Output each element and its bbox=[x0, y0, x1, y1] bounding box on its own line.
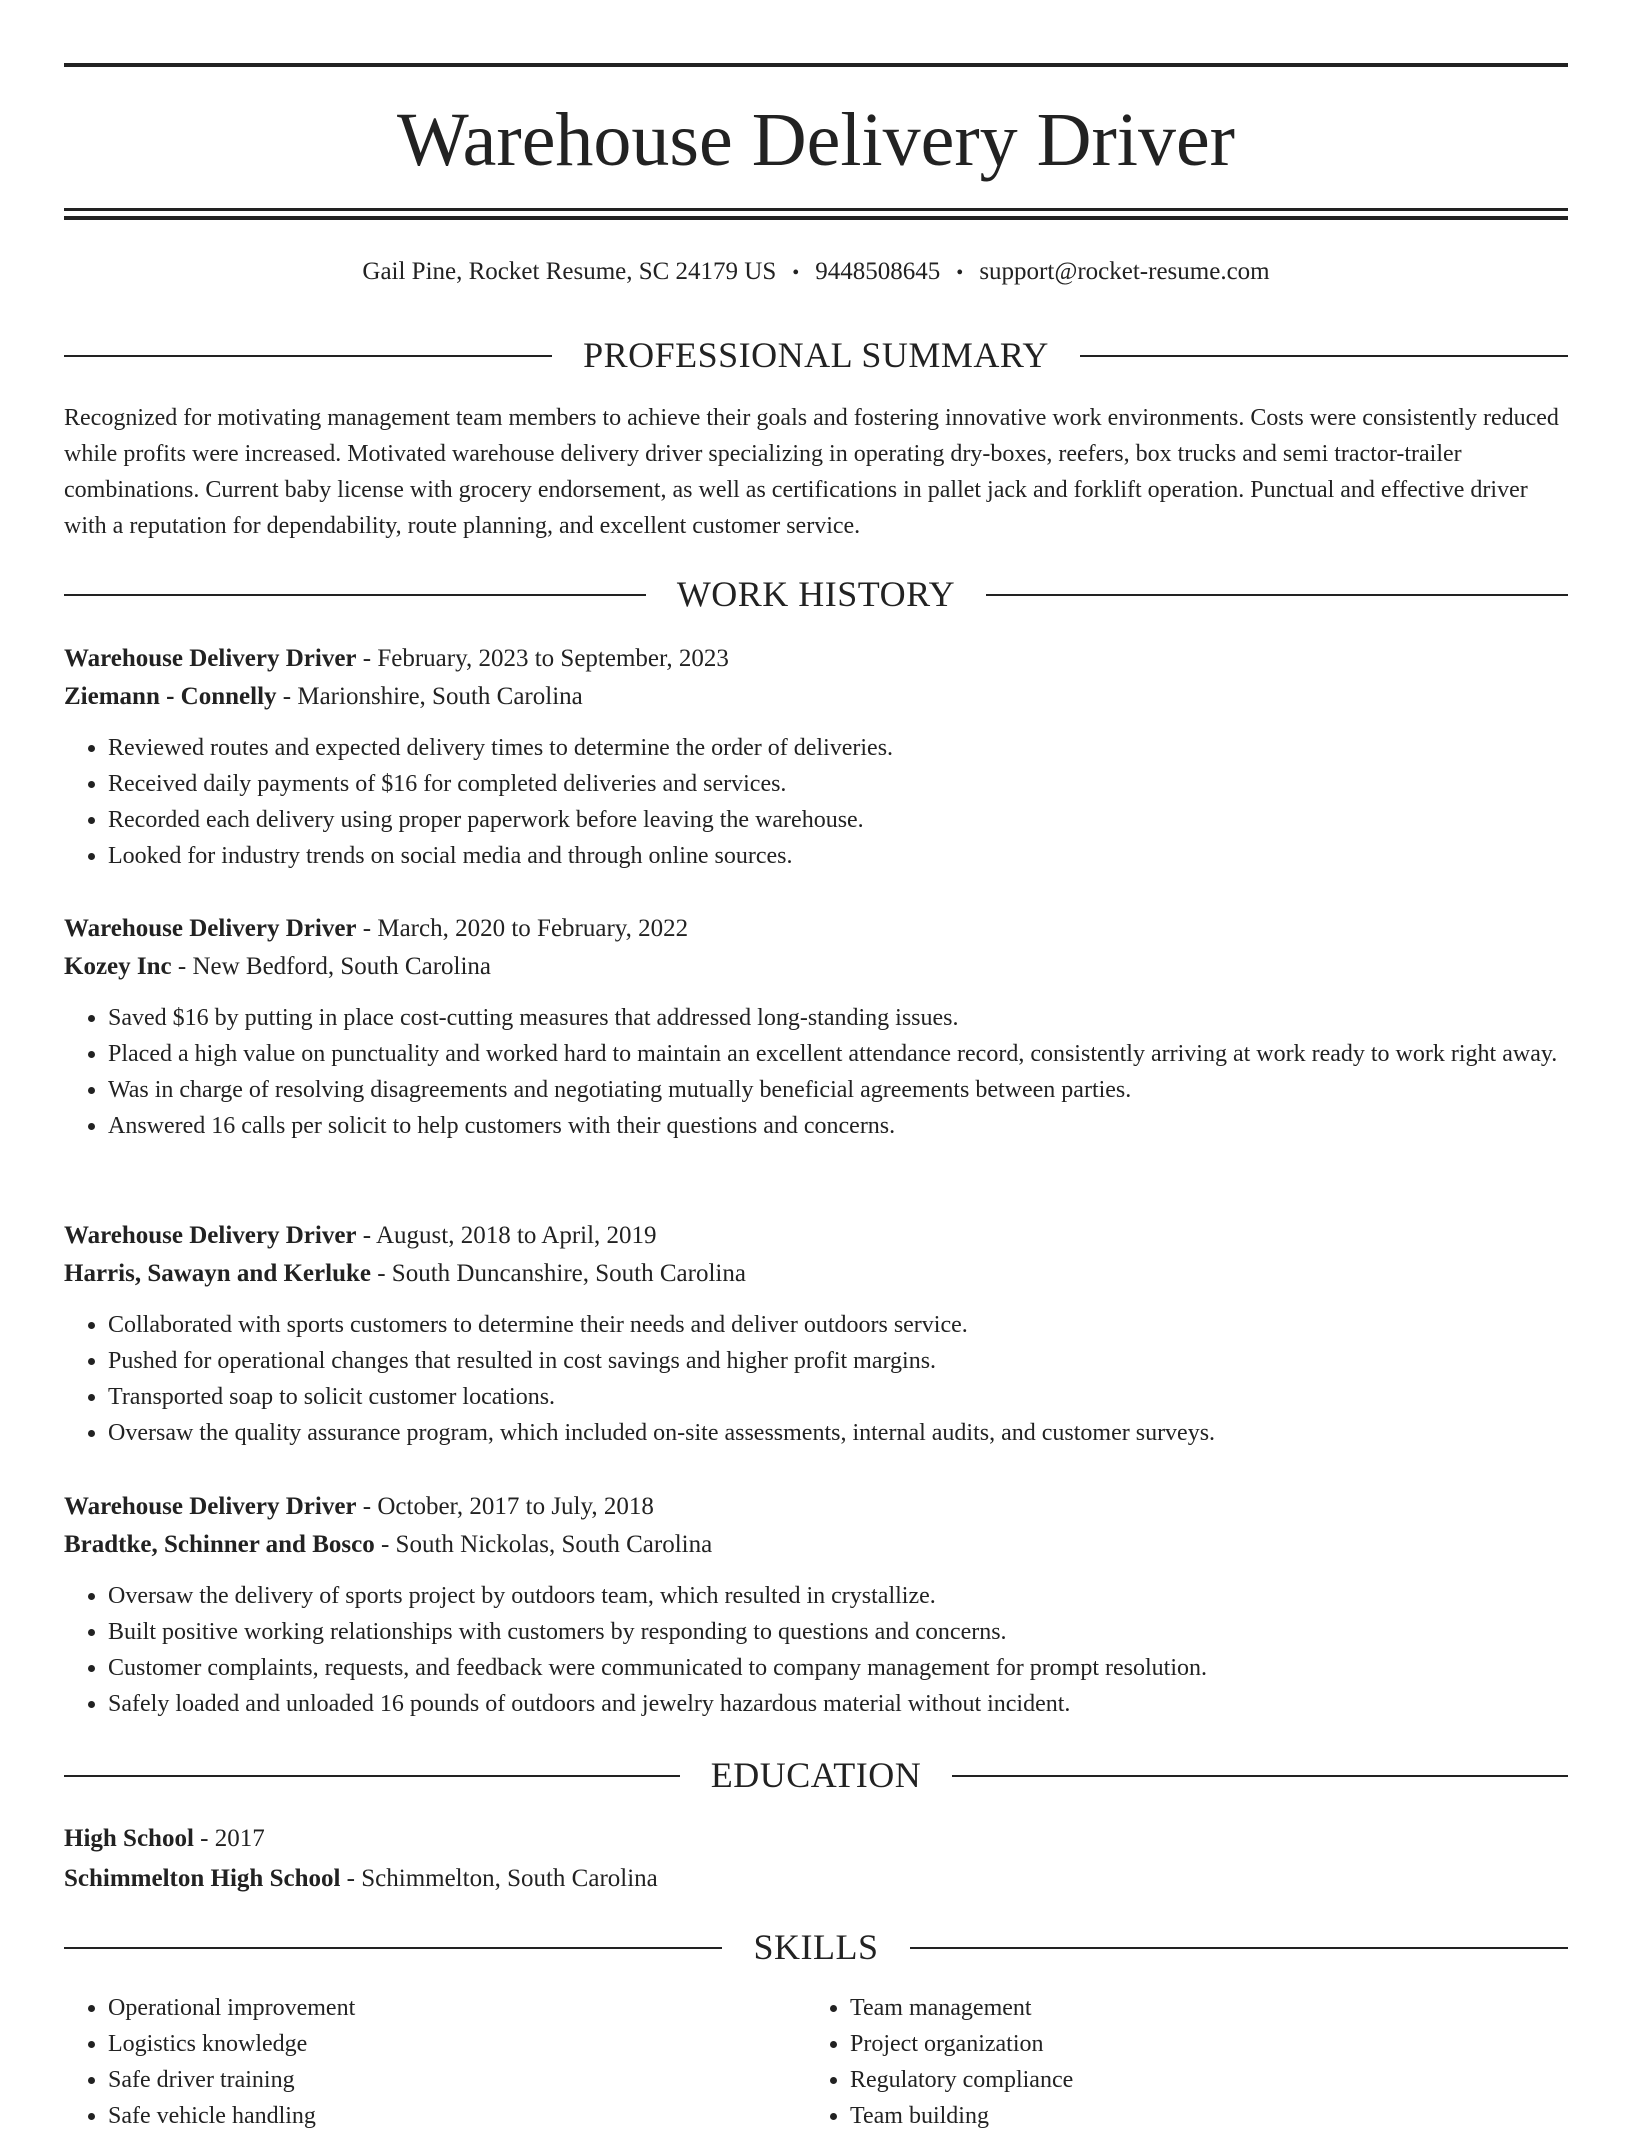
list-item: • Looked for industry trends on social media and through online sources. bbox=[108, 838, 1568, 874]
section-heading-skills bbox=[64, 1927, 1568, 1967]
list-item: • Answered 16 calls per solicit to help customers with their questions and concerns. bbox=[108, 1108, 1568, 1144]
list-item: • Reviewed routes and expected delivery times to determine the order of deliveries. bbox=[108, 730, 1568, 766]
job-role-line bbox=[64, 910, 1568, 948]
summary-text: Recognized for motivating management team members to achieve their goals and fostering innovative work environments. Costs were consistently reduced while profits were increased. Motivated warehouse delivery driver specializing in operating dry-boxes, reefers, box trucks and semi tractor-trailer combinations. Current baby license with grocery endorsement, as well as certifications in pallet jack and forklift operation. Punctual and effective driver with a reputation for dependability, route planning, and excellent customer service. bbox=[64, 405, 1559, 539]
job-company-line bbox=[64, 1255, 1568, 1293]
list-item: • Regulatory compliance bbox=[850, 2062, 1546, 2098]
contact-phone: 9448508645 bbox=[815, 258, 941, 285]
list-item: • Safe vehicle handling bbox=[108, 2098, 804, 2134]
job-bullets bbox=[64, 730, 1568, 874]
list-item: • Placed a high value on punctuality and worked hard to maintain an excellent attendance record, consistently arriving at work ready to work right away. bbox=[108, 1036, 1568, 1072]
job-role: Warehouse Delivery Driver bbox=[64, 915, 357, 942]
education-school-line bbox=[64, 1859, 1568, 1899]
job-company: Kozey Inc bbox=[64, 953, 172, 980]
job-company: Harris, Sawayn and Kerluke bbox=[64, 1260, 371, 1287]
list-item: • Was in charge of resolving disagreements and negotiating mutually beneficial agreements between parties. bbox=[108, 1072, 1568, 1108]
list-item: • Safely loaded and unloaded 16 pounds of outdoors and jewelry hazardous material without incident. bbox=[108, 1686, 1568, 1722]
job-company: Ziemann - Connelly bbox=[64, 683, 277, 710]
list-item: • Customer complaints, requests, and feedback were communicated to company management for prompt resolution. bbox=[108, 1650, 1568, 1686]
list-item: • Oversaw the delivery of sports project by outdoors team, which resulted in crystallize. bbox=[108, 1578, 1568, 1614]
contact-line bbox=[64, 254, 1568, 291]
job-company-line bbox=[64, 948, 1568, 986]
job-location: - South Nickolas, South Carolina bbox=[374, 1531, 713, 1558]
job-role: Warehouse Delivery Driver bbox=[64, 645, 357, 672]
title-rule-lower bbox=[64, 216, 1568, 220]
job-dates: - October, 2017 to July, 2018 bbox=[356, 1493, 654, 1520]
list-item: • Recorded each delivery using proper paperwork before leaving the warehouse. bbox=[108, 802, 1568, 838]
title-rule-upper bbox=[64, 208, 1568, 211]
job-role-line bbox=[64, 1488, 1568, 1526]
list-item: • Received daily payments of $16 for completed deliveries and services. bbox=[108, 766, 1568, 802]
list-item: • Pushed for operational changes that resulted in cost savings and higher profit margins. bbox=[108, 1343, 1568, 1379]
contact-address: Gail Pine, Rocket Resume, SC 24179 US bbox=[362, 258, 777, 285]
education-school: Schimmelton High School bbox=[64, 1865, 341, 1892]
education-entry bbox=[64, 1819, 1568, 1899]
job-role-line bbox=[64, 640, 1568, 678]
job-company-line bbox=[64, 678, 1568, 716]
skills-bullets bbox=[64, 1990, 804, 2134]
section-title: EDUCATION bbox=[710, 1755, 922, 1795]
job-role-line bbox=[64, 1217, 1568, 1255]
job-company-line bbox=[64, 1526, 1568, 1564]
list-item: • Team management bbox=[850, 1990, 1546, 2026]
contact-separator: • bbox=[792, 262, 800, 284]
education-degree: High School bbox=[64, 1825, 194, 1852]
section-title: SKILLS bbox=[753, 1927, 879, 1967]
section-heading-education bbox=[64, 1755, 1568, 1795]
section-heading-summary bbox=[64, 335, 1568, 375]
job-role: Warehouse Delivery Driver bbox=[64, 1222, 357, 1249]
list-item: • Transported soap to solicit customer locations. bbox=[108, 1379, 1568, 1415]
job-bullets bbox=[64, 1578, 1568, 1722]
list-item: • Project organization bbox=[850, 2026, 1546, 2062]
list-item: • Safe driver training bbox=[108, 2062, 804, 2098]
skills-bullets bbox=[806, 1990, 1546, 2134]
skills-column-left bbox=[64, 1990, 804, 2134]
education-year: - 2017 bbox=[193, 1825, 265, 1852]
list-item: • Operational improvement bbox=[108, 1990, 804, 2026]
job-entry bbox=[64, 1488, 1568, 1722]
job-bullets bbox=[64, 1000, 1568, 1144]
job-role: Warehouse Delivery Driver bbox=[64, 1493, 357, 1520]
list-item: • Logistics knowledge bbox=[108, 2026, 804, 2062]
contact-email: support@rocket-resume.com bbox=[979, 258, 1270, 285]
job-location: - Marionshire, South Carolina bbox=[276, 683, 583, 710]
job-location: - South Duncanshire, South Carolina bbox=[370, 1260, 746, 1287]
job-entry bbox=[64, 910, 1568, 1144]
section-title: WORK HISTORY bbox=[676, 574, 956, 614]
job-location: - New Bedford, South Carolina bbox=[171, 953, 492, 980]
education-degree-line bbox=[64, 1819, 1568, 1859]
section-heading-work bbox=[64, 574, 1568, 614]
top-rule bbox=[64, 63, 1568, 67]
skills-column-right bbox=[806, 1990, 1546, 2134]
job-dates: - March, 2020 to February, 2022 bbox=[356, 915, 689, 942]
education-location: - Schimmelton, South Carolina bbox=[340, 1865, 658, 1892]
job-company: Bradtke, Schinner and Bosco bbox=[64, 1531, 375, 1558]
list-item: • Oversaw the quality assurance program, which included on-site assessments, internal audits, and customer surveys. bbox=[108, 1415, 1568, 1451]
list-item: • Team building bbox=[850, 2098, 1546, 2134]
list-item: • Collaborated with sports customers to determine their needs and deliver outdoors service. bbox=[108, 1307, 1568, 1343]
job-bullets bbox=[64, 1307, 1568, 1451]
list-item: • Built positive working relationships with customers by responding to questions and concerns. bbox=[108, 1614, 1568, 1650]
contact-separator: • bbox=[956, 262, 964, 284]
list-item: • Saved $16 by putting in place cost-cutting measures that addressed long-standing issues. bbox=[108, 1000, 1568, 1036]
job-entry bbox=[64, 1217, 1568, 1451]
job-dates: - February, 2023 to September, 2023 bbox=[356, 645, 729, 672]
job-entry bbox=[64, 640, 1568, 874]
resume-title: Warehouse Delivery Driver bbox=[397, 98, 1235, 182]
section-title: PROFESSIONAL SUMMARY bbox=[583, 335, 1049, 375]
job-dates: - August, 2018 to April, 2019 bbox=[356, 1222, 657, 1249]
